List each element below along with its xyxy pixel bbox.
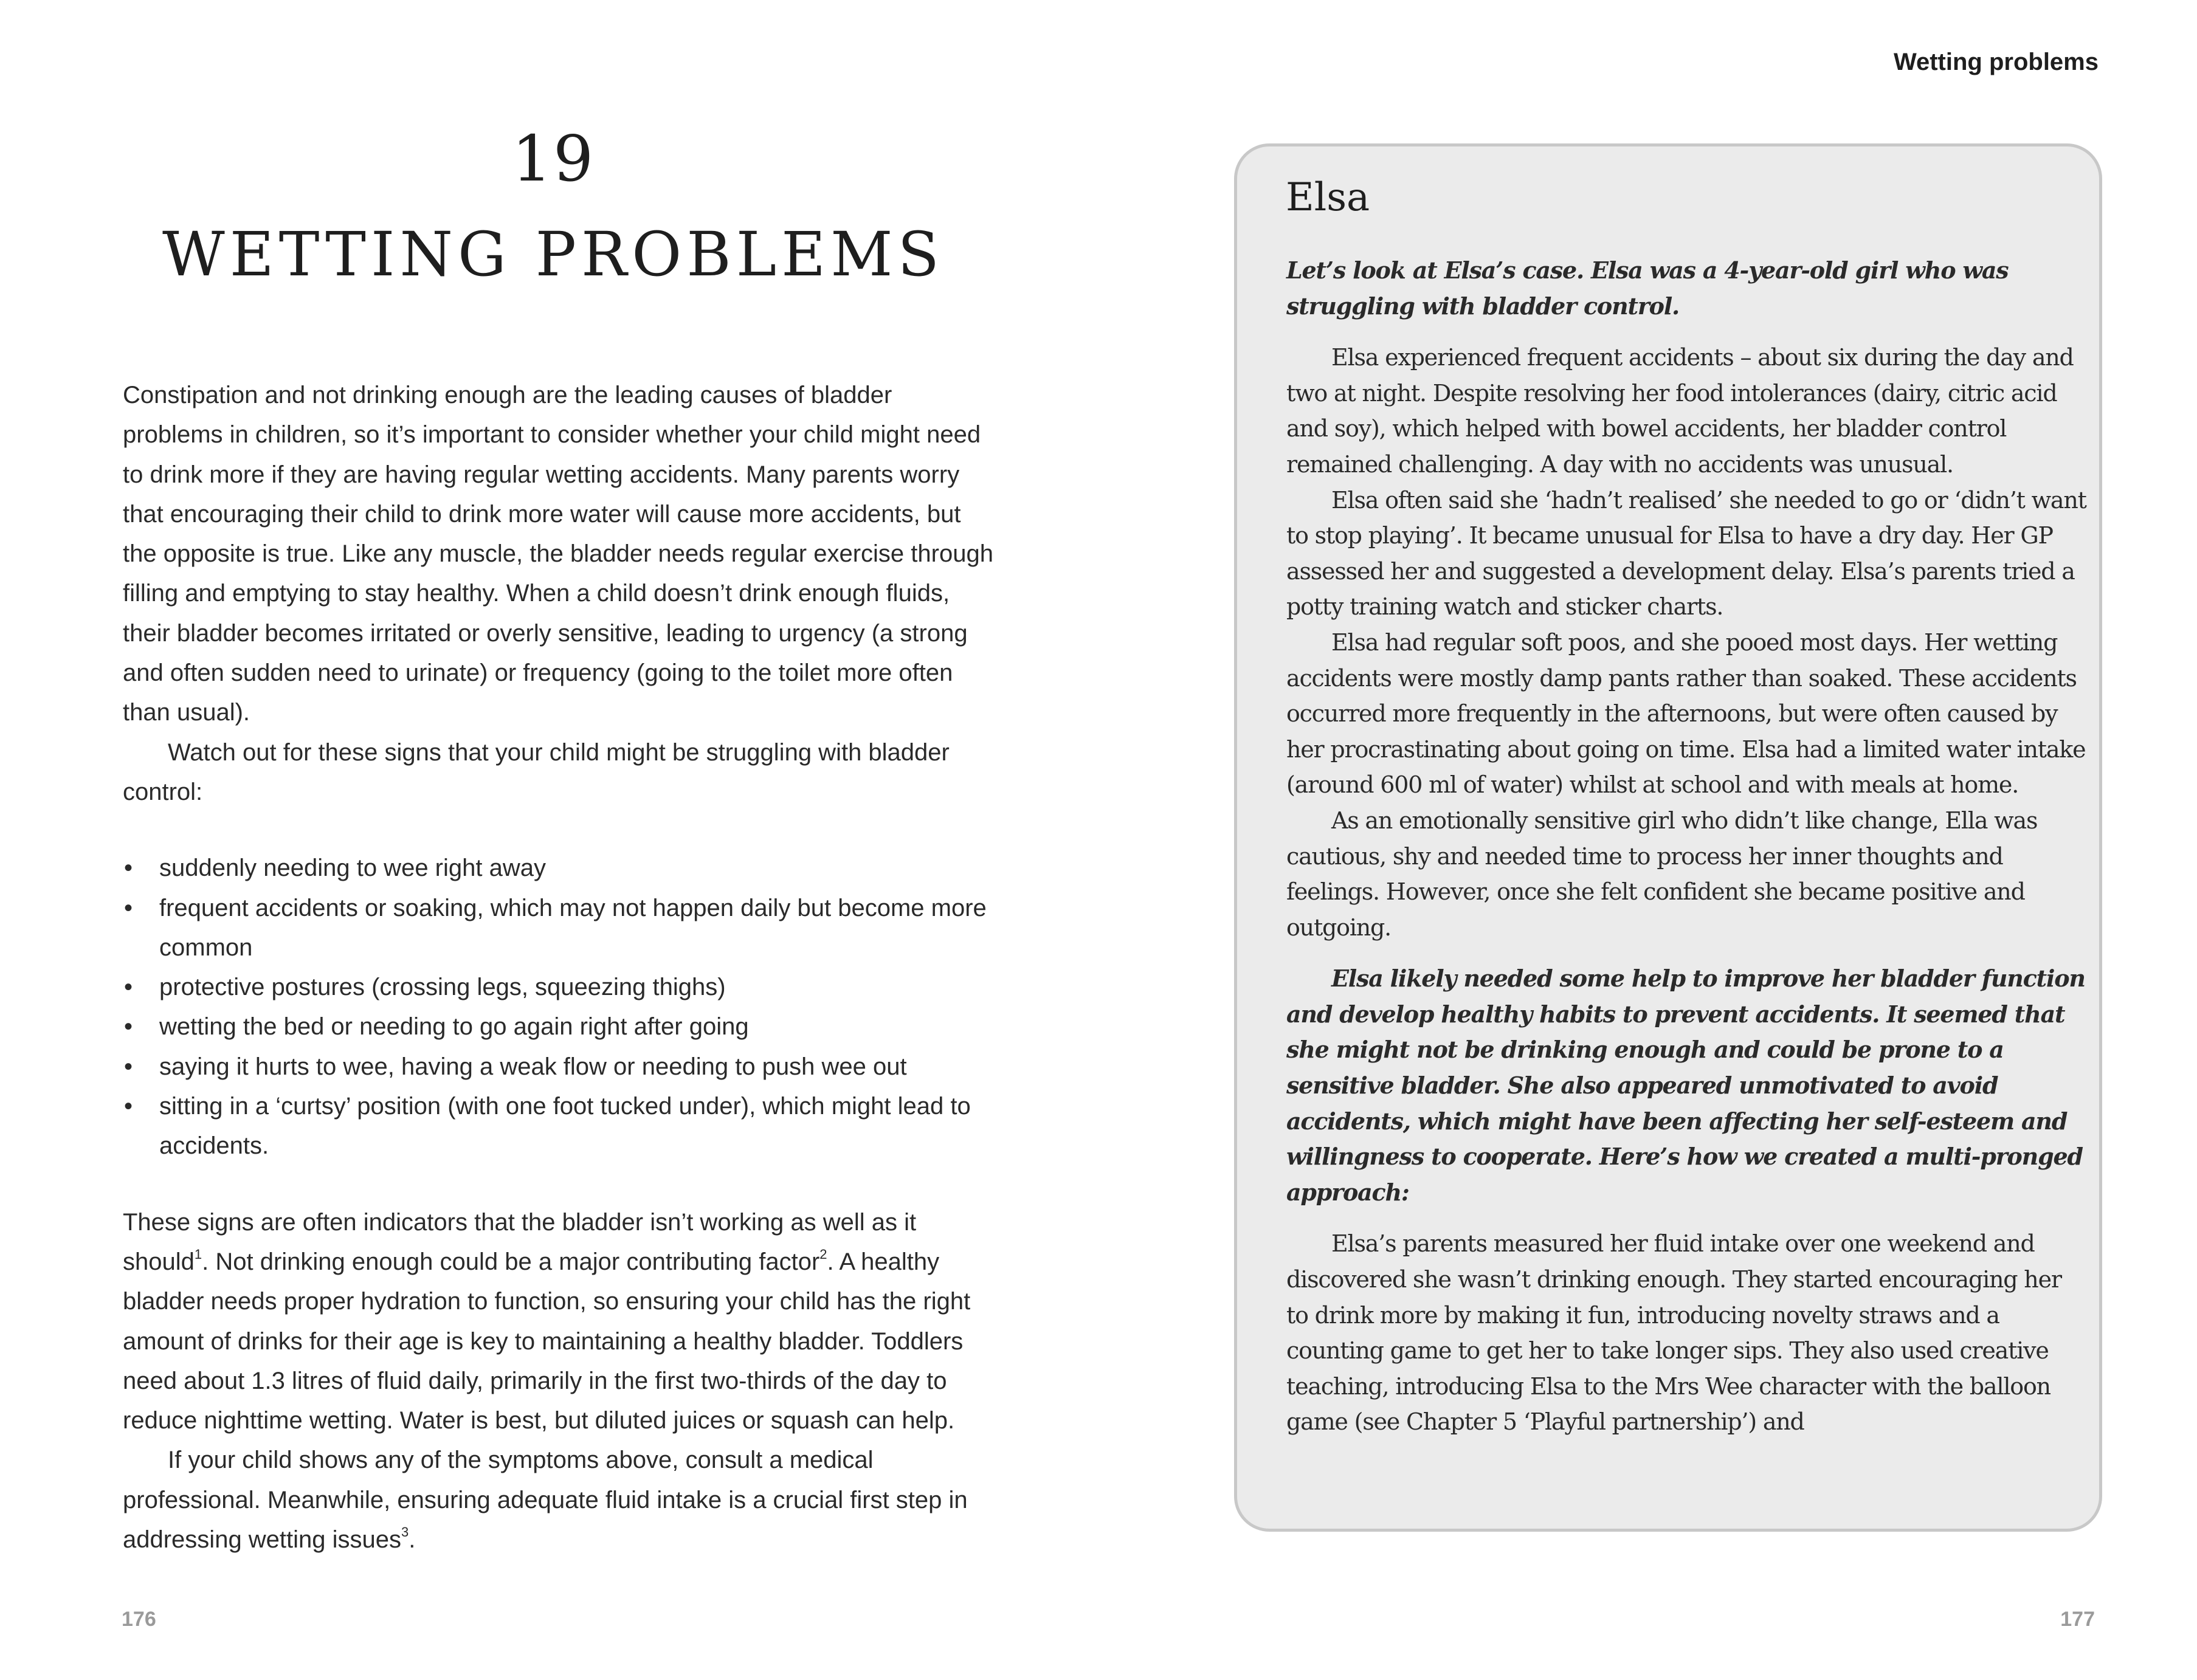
paragraph: Constipation and not drinking enough are the leading causes of bladder problems in children, so it’s important to consider whether your child might need to drink more if they are having regular wetting accidents. Many parents worry that encouraging their child to drink more water will cause more accidents, but the opposite is true. Like any muscle, the bladder needs regular exercise through filling and emptying to stay healthy. When a child doesn’t drink enough fluids, their bladder becomes irritated or overly sensitive, leading to urgency (a strong and often sudden need to urinate) or frequency (going to the toilet more often than usual). (123, 382, 993, 726)
list-item: • frequent accidents or soaking, which may not happen daily but become more common (123, 889, 998, 968)
chapter-title: WETTING PROBLEMS (162, 219, 945, 290)
paragraph: Elsa had regular soft poos, and she pooed most days. Her wetting accidents were mostly damp pants rather than soaked. These accidents occurred more frequently in the afternoons, but were often caused by her procrastinating about going on time. Elsa had a limited water intake (around 600 ml of water) whilst at school and with meals at home. (1286, 628, 2086, 799)
bullet-icon: • (124, 1053, 133, 1080)
paragraph: Elsa often said she ‘hadn’t realised’ she needed to go or ‘didn’t want to stop playing’. It became unusual for Elsa to have a dry day. Her GP assessed her and suggested a development delay. Elsa’s parents tried a potty training watch and sticker charts. (1286, 486, 2086, 621)
bullet-icon: • (124, 974, 133, 1001)
chapter-number: 19 (511, 122, 595, 196)
bullet-icon: • (124, 1013, 133, 1041)
paragraph: As an emotionally sensitive girl who didn’t like change, Ella was cautious, shy and needed time to process her inner thoughts and feelings. However, once she felt confident she became positive and outgoing. (1286, 807, 2038, 941)
list-item: • wetting the bed or needing to go again right after going (123, 1007, 998, 1047)
case-intro: Let’s look at Elsa’s case. Elsa was a 4-year-old girl who was struggling with bladder control. (1286, 256, 2009, 320)
bullet-icon: • (124, 855, 133, 882)
bullet-icon: • (124, 894, 133, 921)
list-item: • saying it hurts to wee, having a weak flow or needing to push wee out (123, 1047, 998, 1087)
list-item: • protective postures (crossing legs, squeezing thighs) (123, 968, 998, 1007)
footnote-ref[interactable]: 1 (194, 1246, 202, 1262)
paragraph: If your child shows any of the symptoms above, consult a medical professional. Meanwhile, ensuring adequate fluid intake is a crucial first step in addressing wetting issues$^3$. (123, 1447, 968, 1554)
footnote-ref[interactable]: 3 (401, 1524, 409, 1540)
page-number: 176 (122, 1608, 156, 1631)
paragraph: These signs are often indicators that the bladder isn’t working as well as it should$^1$. Not drinking enough could be a major contributing factor$^2$. A healthy bladder needs proper hydration to function, so ensuring your child has the right amount of drinks for their age is key to maintaining a healthy bladder. Toddlers need about 1.3 litres of fluid daily, primarily in the first two-thirds of the day to reduce nighttime wetting. Water is best, but diluted juices or squash can help. (123, 1208, 971, 1434)
left-body-text (123, 376, 998, 1560)
case-study-body (1286, 253, 2089, 1440)
list-item: • sitting in a ‘curtsy’ position (with one foot tucked under), which might lead to accidents. (123, 1087, 998, 1166)
paragraph: Watch out for these signs that your child might be struggling with bladder control: (123, 738, 950, 805)
case-study-title: Elsa (1286, 175, 1370, 220)
running-head: Wetting problems (1893, 49, 2099, 75)
page-number: 177 (2060, 1608, 2095, 1631)
case-assessment: Elsa likely needed some help to improve her bladder function and develop healthy habits to prevent accidents. It seemed that she might not be drinking enough and could be prone to a sensitive bladder. She also appeared unmotivated to avoid accidents, which might have been affecting her self-esteem and willingness to cooperate. Here’s how we created a multi-pronged approach: (1286, 965, 2085, 1206)
list-item: • suddenly needing to wee right away (123, 849, 998, 888)
footnote-ref[interactable]: 2 (819, 1246, 827, 1262)
paragraph: Elsa’s parents measured her fluid intake over one weekend and discovered she wasn’t drinking enough. They started encouraging her to drink more by making it fun, introducing novelty straws and a counting game to get her to take longer sips. They also used creative teaching, introducing Elsa to the Mrs Wee character with the balloon game (see Chapter 5 ‘Playful partnership’) and (1286, 1230, 2061, 1436)
signs-list (123, 849, 998, 1166)
paragraph: Elsa experienced frequent accidents – about six during the day and two at night. Despite resolving her food intolerances (dairy, citric acid and soy), which helped with bowel accidents, her bladder control remained challenging. A day with no accidents was unusual. (1286, 344, 2074, 478)
bullet-icon: • (124, 1093, 133, 1120)
